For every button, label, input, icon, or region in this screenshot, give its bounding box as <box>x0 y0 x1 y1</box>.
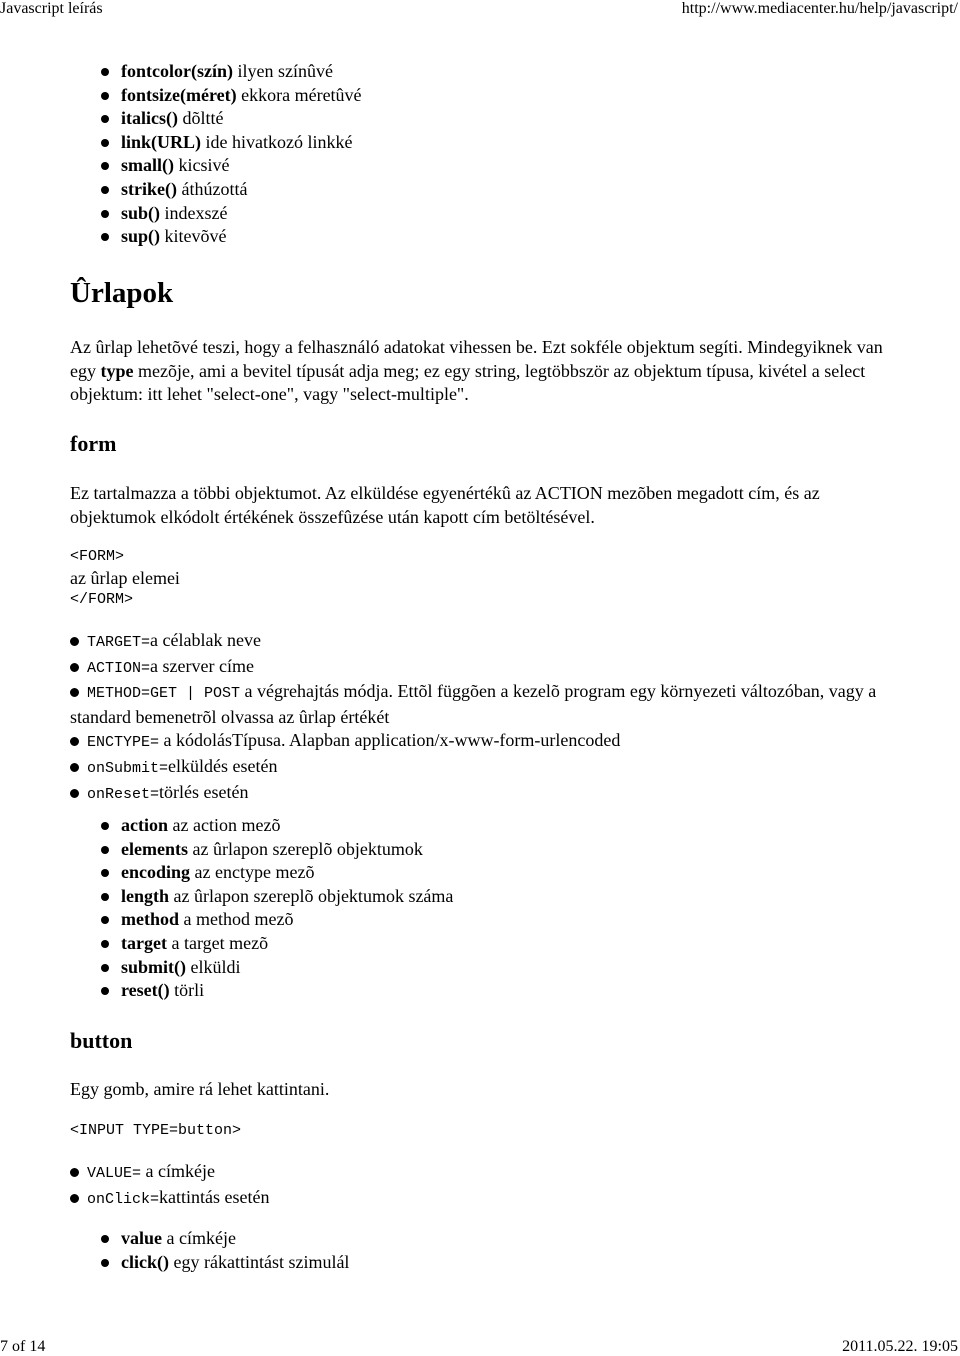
form-code-block <box>70 546 890 610</box>
list-item: method a method mezõ <box>70 908 890 932</box>
list-item: italics() dõltté <box>70 107 890 131</box>
list-item: encoding az enctype mezõ <box>70 861 890 885</box>
list-item: length az ûrlapon szereplõ objektumok száma <box>70 885 890 909</box>
list-item: value a címkéje <box>70 1227 890 1251</box>
list-item: submit() elküldi <box>70 956 890 980</box>
form-paragraph: Ez tartalmazza a többi objektumot. Az elküldése egyenértékû az ACTION mezõben megadott cím, és az objektumok elkódolt értékének összefûzése után kapott cím betöltésével. <box>70 483 820 527</box>
form-properties-list <box>70 814 890 1003</box>
footer-page-number: 7 of 14 <box>0 1338 46 1355</box>
button-paragraph: Egy gomb, amire rá lehet kattintani. <box>70 1079 330 1099</box>
section-heading-form: form <box>70 431 117 456</box>
header-url: http://www.mediacenter.hu/help/javascript/ <box>681 0 958 17</box>
list-item: action az action mezõ <box>70 814 890 838</box>
section-heading-urlapok: Ûrlapok <box>70 277 174 309</box>
list-item: ACTION=a szerver címe <box>70 655 890 681</box>
button-attributes-list <box>70 1160 890 1211</box>
list-item: reset() törli <box>70 979 890 1003</box>
urlapok-paragraph: Az ûrlap lehetõvé teszi, hogy a felhasználó adatokat vihessen be. Ezt sokféle objektum segíti. Mindegyiknek van egy type mezõje, ami a bevitel típusát adja meg; ez egy string, legtöbbször az objektum típusa, kivétel a select objektum: itt lehet "select-one", vagy "select-multiple". <box>70 337 883 405</box>
list-item: onSubmit=elküldés esetén <box>70 755 890 781</box>
list-item: onClick=kattintás esetén <box>70 1186 890 1212</box>
list-item: ENCTYPE= a kódolásTípusa. Alapban application/x-www-form-urlencoded <box>70 729 890 755</box>
list-item: elements az ûrlapon szereplõ objektumok <box>70 838 890 862</box>
list-item: fontsize(méret) ekkora méretûvé <box>70 84 890 108</box>
string-methods-list <box>70 60 890 249</box>
list-item: small() kicsivé <box>70 154 890 178</box>
code-form-open: <FORM> <box>70 548 125 565</box>
list-item: onReset=törlés esetén <box>70 781 890 807</box>
code-form-elements: az ûrlap elemei <box>70 568 180 588</box>
list-item: link(URL) ide hivatkozó linkké <box>70 131 890 155</box>
code-form-close: </FORM> <box>70 591 134 608</box>
button-code: <INPUT TYPE=button> <box>70 1122 242 1139</box>
list-item: TARGET=a célablak neve <box>70 629 890 655</box>
list-item: click() egy rákattintást szimulál <box>70 1251 890 1275</box>
form-attributes-list <box>70 629 890 806</box>
footer-timestamp: 2011.05.22. 19:05 <box>842 1338 958 1355</box>
section-heading-button: button <box>70 1028 133 1053</box>
list-item: VALUE= a címkéje <box>70 1160 890 1186</box>
list-item: target a target mezõ <box>70 932 890 956</box>
list-item: sub() indexszé <box>70 202 890 226</box>
button-properties-list <box>70 1227 890 1274</box>
header-title: Javascript leírás <box>0 0 103 17</box>
list-item: strike() áthúzottá <box>70 178 890 202</box>
list-item: sup() kitevõvé <box>70 225 890 249</box>
list-item: fontcolor(szín) ilyen színûvé <box>70 60 890 84</box>
list-item: METHOD=GET | POST a végrehajtás módja. Ettõl függõen a kezelõ program egy környezeti változóban, vagy a standard bemenetrõl olvassa az ûrlap értékét <box>70 680 890 729</box>
